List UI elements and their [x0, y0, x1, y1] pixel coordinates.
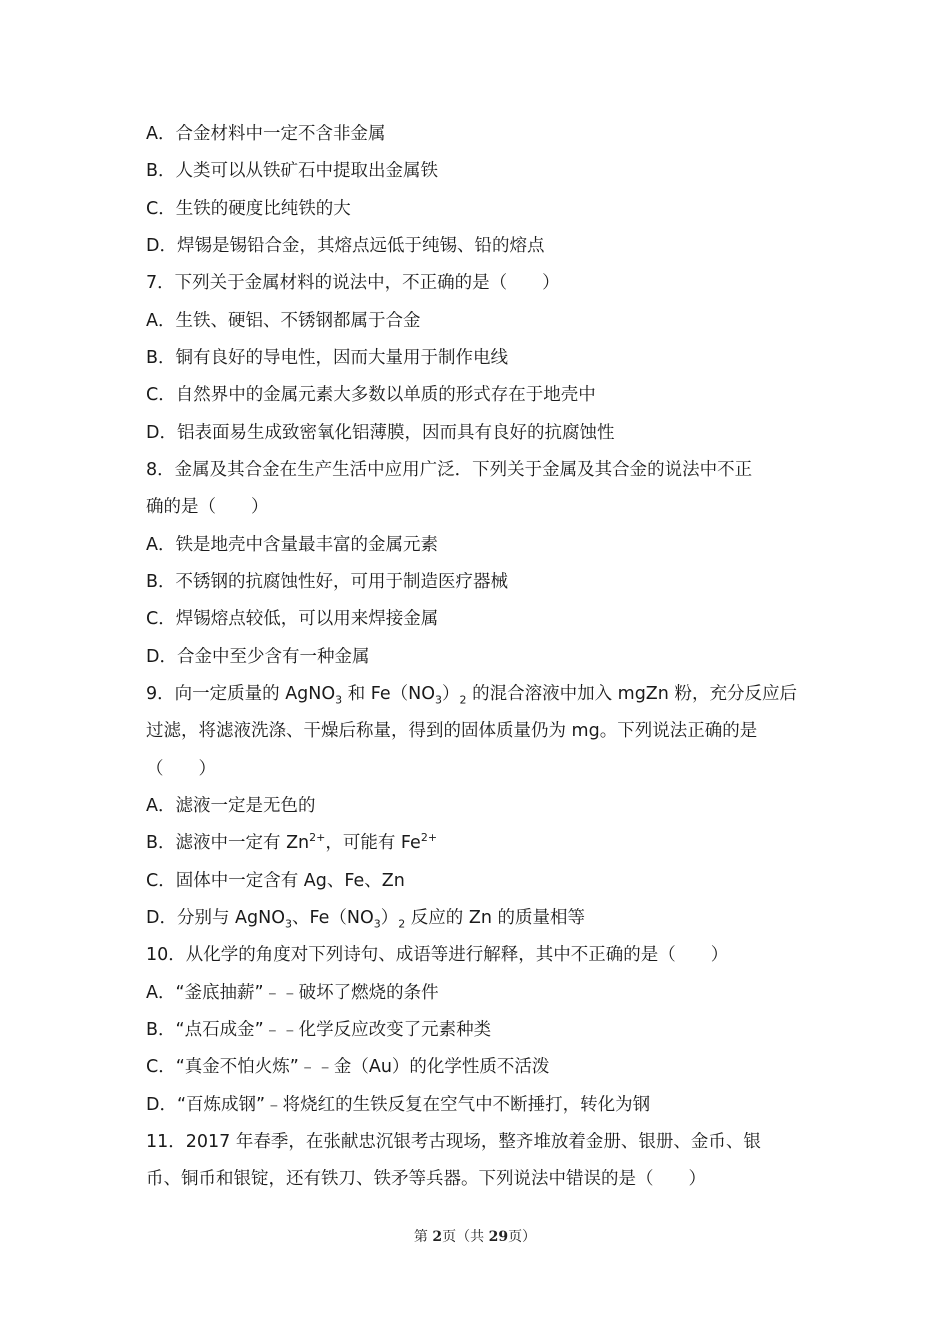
question-9-cont: 过滤，将滤液洗涤、干燥后称量，得到的固体质量仍为 mg。下列说法正确的是 — [146, 721, 758, 741]
question-8: 8．金属及其合金在生产生活中应用广泛．下列关于金属及其合金的说法中不正 — [146, 460, 753, 480]
option-10b: B．“点石成金”﹣﹣化学反应改变了元素种类 — [146, 1020, 492, 1040]
option-6a: A．合金材料中一定不含非金属 — [146, 124, 386, 144]
option-8b: B．不锈钢的抗腐蚀性好，可用于制造医疗器械 — [146, 572, 509, 592]
option-10a: A．“釜底抽薪”﹣﹣破坏了燃烧的条件 — [146, 983, 439, 1003]
question-10: 10．从化学的角度对下列诗句、成语等进行解释，其中不正确的是（ ） — [146, 945, 729, 965]
question-7: 7．下列关于金属材料的说法中，不正确的是（ ） — [146, 273, 560, 293]
option-7b: B．铜有良好的导电性，因而大量用于制作电线 — [146, 348, 509, 368]
page-number: 2 — [432, 1229, 443, 1245]
page-total: 29 — [488, 1229, 509, 1245]
option-6b: B．人类可以从铁矿石中提取出金属铁 — [146, 161, 439, 181]
question-8-cont: 确的是（ ） — [146, 497, 269, 517]
option-10d: D．“百炼成钢”﹣将烧红的生铁反复在空气中不断捶打，转化为钢 — [146, 1095, 651, 1115]
option-10c: C．“真金不怕火炼”﹣﹣金（Au）的化学性质不活泼 — [146, 1057, 550, 1077]
question-9: 9．向一定质量的 AgNO$_3$ 和 $Fe(NO_3)_2$ 的混合溶液中加入 mgZn 粉，充分反应后 — [146, 684, 797, 707]
option-9b: B．滤液中一定有 $Zn^{2+}$，可能有 $Fe^{2+}$ — [146, 831, 438, 853]
option-7d: D．铝表面易生成致密氧化铝薄膜，因而具有良好的抗腐蚀性 — [146, 423, 615, 443]
option-7a: A．生铁、硬铝、不锈钢都属于合金 — [146, 311, 421, 331]
option-6d: D．焊锡是锡铅合金，其熔点远低于纯锡、铅的熔点 — [146, 236, 545, 256]
option-8d: D．合金中至少含有一种金属 — [146, 647, 370, 667]
question-11: 11．2017 年春季，在张献忠沉银考古现场，整齐堆放着金册、银册、金币、银 — [146, 1132, 761, 1152]
option-7c: C．自然界中的金属元素大多数以单质的形式存在于地壳中 — [146, 385, 596, 405]
option-9a: A．滤液一定是无色的 — [146, 796, 316, 816]
question-9-paren: （ ） — [146, 759, 216, 779]
option-8a: A．铁是地壳中含量最丰富的金属元素 — [146, 535, 438, 555]
option-9c: C．固体中一定含有 Ag、Fe、Zn — [146, 871, 405, 891]
option-6c: C．生铁的硬度比纯铁的大 — [146, 199, 351, 219]
page-footer: 第 2页（共 29页） — [413, 1229, 537, 1245]
option-9d: D．分别与 AgNO$_3$、$Fe(NO_3)_2$ 反应的 Zn 的质量相等 — [146, 908, 586, 931]
question-11-cont: 币、铜币和银锭，还有铁刀、铁矛等兵器。下列说法中错误的是（ ） — [146, 1169, 706, 1189]
option-8c: C．焊锡熔点较低，可以用来焊接金属 — [146, 609, 439, 629]
